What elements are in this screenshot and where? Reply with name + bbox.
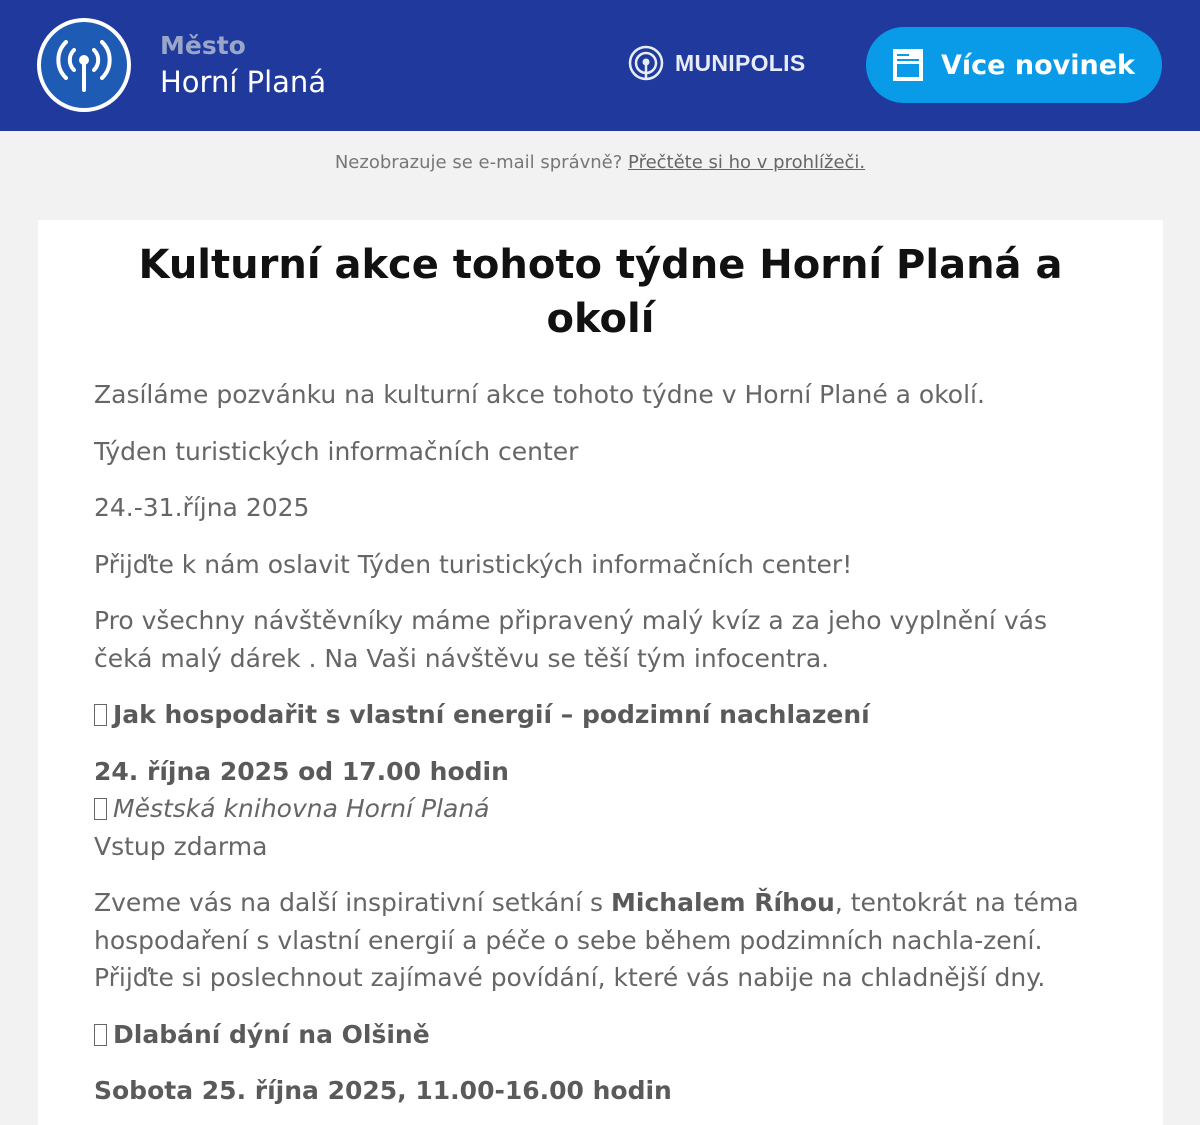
desc-text: Zveme vás na další inspirativní setkání s — [94, 888, 612, 917]
browser-note — [0, 0, 1200, 173]
more-news-label: Více novinek — [941, 49, 1135, 81]
event2-details — [94, 753, 1107, 866]
town-label: Město — [160, 31, 246, 60]
event2-name: Jak hospodařit s vlastní energií – podzimní nachlazení — [113, 700, 870, 729]
event2-entry: Vstup zdarma — [94, 831, 268, 861]
event1-invite: Přijďte k nám oslavit Týden turistických informačních center! — [94, 549, 853, 579]
speaker-name: Michalem Říhou — [611, 888, 835, 917]
event1-date: 24.-31.října 2025 — [94, 493, 310, 522]
article-content — [38, 376, 1163, 1110]
event2-date: 24. října 2025 od 17.00 hodin — [94, 756, 509, 786]
location-pin-icon — [94, 798, 107, 820]
event1-description: Pro všechny návštěvníky máme připravený malý kvíz a za jeho vyplnění vás čeká malý dárek . Na Vaši návštěvu se těší tým infocentra. — [94, 606, 1047, 673]
event2-place: Městská knihovna Horní Planá — [113, 794, 490, 823]
article-title: Kulturní akce tohoto týdne Horní Planá a okolí — [138, 242, 1063, 342]
brand-name: MUNIPOLIS — [675, 49, 806, 76]
event3-heading — [94, 1016, 1107, 1054]
event3-date-line — [94, 1072, 1107, 1110]
view-in-browser-link[interactable]: Přečtěte si ho v prohlížeči. — [628, 152, 866, 173]
event2-description — [94, 884, 1107, 997]
event3-name: Dlabání dýní na Olšině — [113, 1019, 430, 1049]
event3-date: Sobota 25. října 2025, 11.00-16.00 hodin — [94, 1076, 672, 1105]
browser-note-text: Nezobrazuje se e-mail správně? — [334, 152, 623, 173]
desc-text: , tentokrát na téma hospodaření s vlastní energií a péče o sebe během podzimních nachla-zení. Přijďte si poslechnout zajímavé povídání, které vás nabije na chladnější dny. — [94, 888, 1079, 992]
event2-heading — [94, 696, 1107, 734]
newsletter-card — [38, 220, 1163, 1125]
town-name[interactable]: Horní Planá — [160, 65, 327, 99]
event1-name: Týden turistických informačních center — [94, 436, 579, 466]
intro: Zasíláme pozvánku na kulturní akce tohoto týdne v Horní Plané a okolí. — [94, 380, 985, 409]
missing-emoji-icon — [94, 1024, 107, 1046]
missing-emoji-icon — [94, 704, 107, 726]
